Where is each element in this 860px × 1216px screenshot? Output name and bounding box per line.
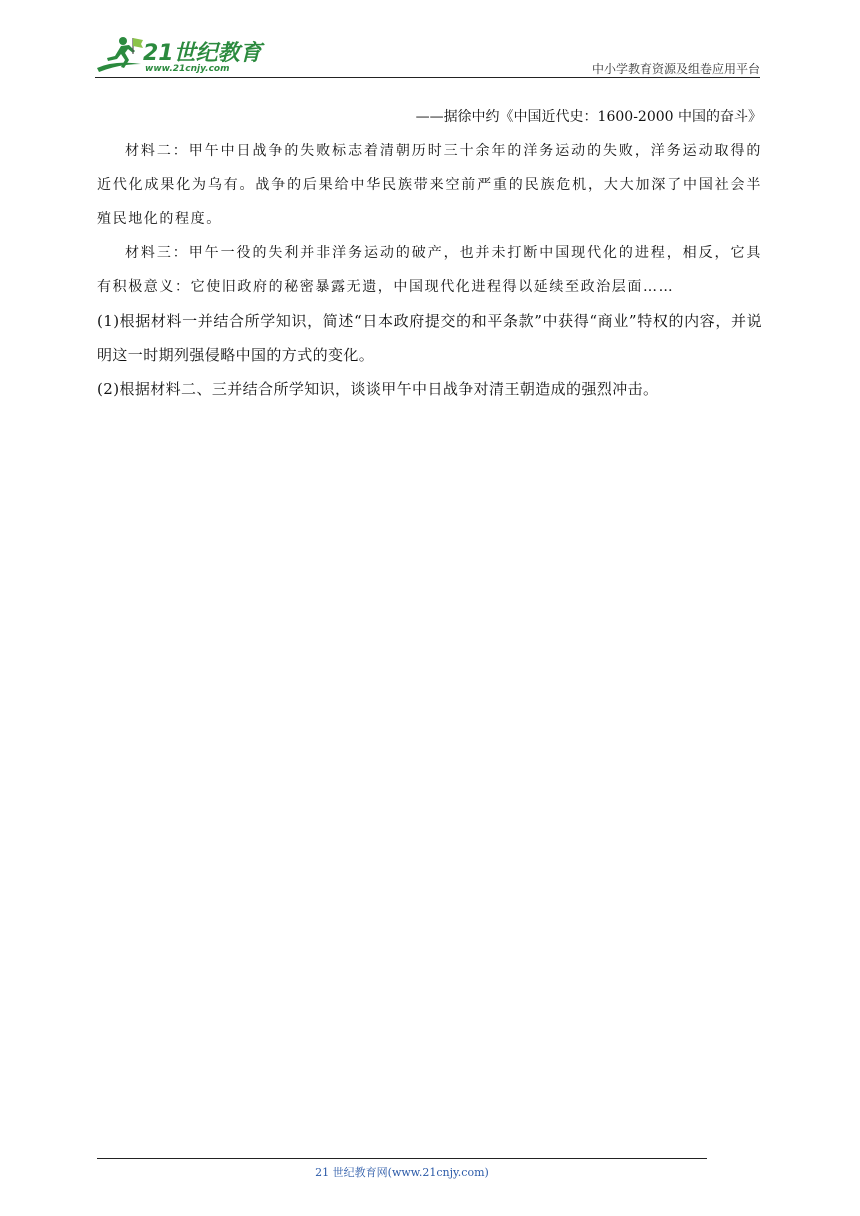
logo-text: 21世纪教育: [143, 41, 262, 66]
source-citation: ——据徐中约《中国近代史：1600-2000 中国的奋斗》: [415, 109, 762, 125]
question-2: (2)根据材料二、三并结合所学知识，谈谈甲午中日战争对清王朝造成的强烈冲击。: [97, 380, 659, 398]
site-logo[interactable]: [95, 34, 265, 74]
footer-text[interactable]: 21 世纪教育网(www.21cnjy.com): [315, 1166, 489, 1179]
material-3: 材料三：甲午一役的失利并非洋务运动的破产，也并未打断中国现代化的进程，相反，它具有积极意义：它使旧政府的秘密暴露无遗，中国现代化进程得以延续至政治层面……: [97, 245, 762, 295]
platform-title: 中小学教育资源及组卷应用平台: [591, 62, 760, 76]
material-2: 材料二：甲午中日战争的失败标志着清朝历时三十余年的洋务运动的失败，洋务运动取得的近代化成果化为乌有。战争的后果给中华民族带来空前严重的民族危机，大大加深了中国社会半殖民地化的程度。: [97, 143, 762, 227]
page-header: [95, 30, 760, 80]
logo-url: www.21cnjy.com: [145, 64, 230, 74]
question-1: (1)根据材料一并结合所学知识，简述“日本政府提交的和平条款”中获得“商业”特权的内容，并说明这一时期列强侵略中国的方式的变化。: [97, 312, 762, 364]
document-body: [97, 100, 762, 406]
header-divider: [95, 77, 760, 78]
runner-icon: [95, 34, 145, 74]
footer-divider: [97, 1158, 707, 1159]
